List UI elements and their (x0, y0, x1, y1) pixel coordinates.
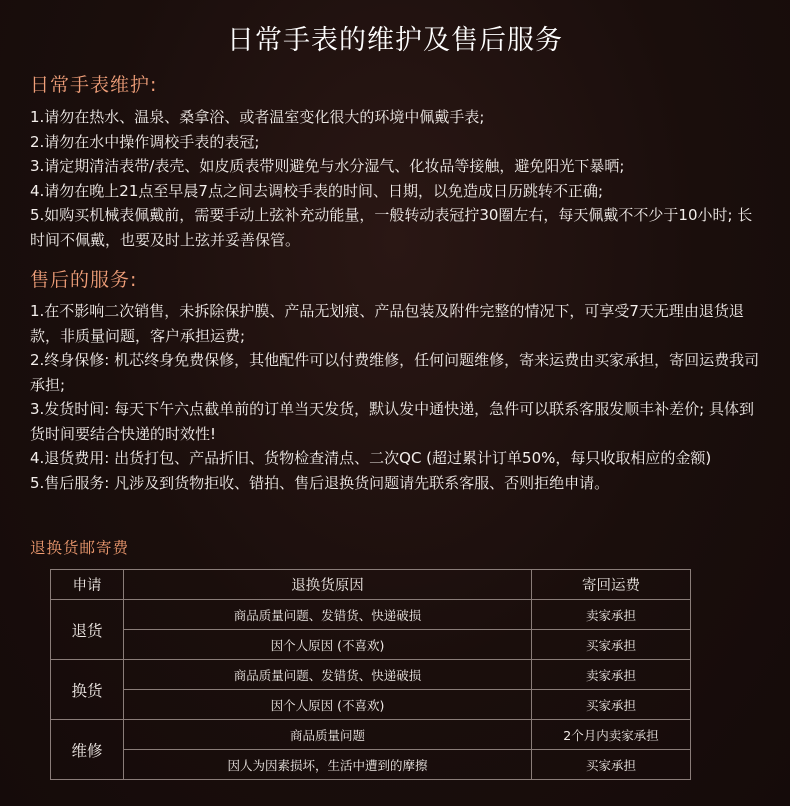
maintenance-item: 4.请勿在晚上21点至早晨7点之间去调校手表的时间、日期，以免造成日历跳转不正确; (30, 181, 603, 200)
type-cell-return: 退货 (51, 600, 124, 660)
shipping-table-heading: 退换货邮寄费 (30, 539, 130, 557)
after-sales-item: 4.退货费用: 出货打包、产品折旧、货物检查清点、二次QC (超过累计订单50%，每只收取相应的金额) (30, 449, 712, 467)
fee-cell: 买家承担 (532, 750, 691, 780)
after-sales-item: 5.售后服务: 凡涉及到货物拒收、错拍、售后退换货问题请先联系客服、否则拒绝申请。 (30, 473, 610, 492)
table-row (51, 750, 691, 780)
maintenance-item: 5.如购买机械表佩戴前，需要手动上弦补充动能量，一般转动表冠拧30圈左右，每天佩戴不不少于10小时; 长时间不佩戴，也要及时上弦并妥善保管。 (30, 206, 753, 249)
after-sales-list (30, 299, 765, 495)
fee-cell: 卖家承担 (532, 600, 691, 630)
column-header-fee: 寄回运费 (532, 570, 691, 600)
maintenance-item: 1.请勿在热水、温泉、桑拿浴、或者温室变化很大的环境中佩戴手表; (30, 108, 485, 126)
table-row (51, 660, 691, 690)
column-header-reason: 退换货原因 (124, 570, 532, 600)
fee-cell: 2个月内卖家承担 (532, 720, 691, 750)
fee-cell: 卖家承担 (532, 660, 691, 690)
after-sales-item: 2.终身保修: 机芯终身免费保修，其他配件可以付费维修，任何问题维修，寄来运费由买家承担，寄回运费我司承担; (30, 351, 760, 394)
shipping-fee-table (50, 569, 691, 780)
type-cell-exchange: 换货 (51, 660, 124, 720)
maintenance-heading: 日常手表维护: (30, 74, 158, 96)
after-sales-heading: 售后的服务: (30, 269, 138, 291)
after-sales-item: 1.在不影响二次销售，未拆除保护膜、产品无划痕、产品包装及附件完整的情况下，可享受7天无理由退货退款，非质量问题，客户承担运费; (30, 302, 744, 345)
table-row (51, 600, 691, 630)
table-row (51, 690, 691, 720)
table-row (51, 720, 691, 750)
maintenance-item: 2.请勿在水中操作调校手表的表冠; (30, 132, 260, 151)
maintenance-list (30, 105, 765, 252)
table-header-row (51, 570, 691, 600)
fee-cell: 买家承担 (532, 690, 691, 720)
reason-cell: 因人为因素损坏，生活中遭到的摩擦 (124, 750, 532, 780)
fee-cell: 买家承担 (532, 630, 691, 660)
page-title: 日常手表的维护及售后服务 (227, 25, 563, 56)
column-header-type: 申请 (51, 570, 124, 600)
after-sales-item: 3.发货时间: 每天下午六点截单前的订单当天发货，默认发中通快递，急件可以联系客服发顺丰补差价; 具体到货时间要结合快递的时效性! (30, 400, 754, 443)
table-row (51, 630, 691, 660)
maintenance-item: 3.请定期清洁表带/表壳、如皮质表带则避免与水分湿气、化妆品等接触，避免阳光下暴晒; (30, 157, 625, 175)
reason-cell: 商品质量问题 (124, 720, 532, 750)
reason-cell: 因个人原因 (不喜欢) (124, 630, 532, 660)
reason-cell: 商品质量问题、发错货、快递破损 (124, 660, 532, 690)
reason-cell: 因个人原因 (不喜欢) (124, 690, 532, 720)
type-cell-repair: 维修 (51, 720, 124, 780)
reason-cell: 商品质量问题、发错货、快递破损 (124, 600, 532, 630)
